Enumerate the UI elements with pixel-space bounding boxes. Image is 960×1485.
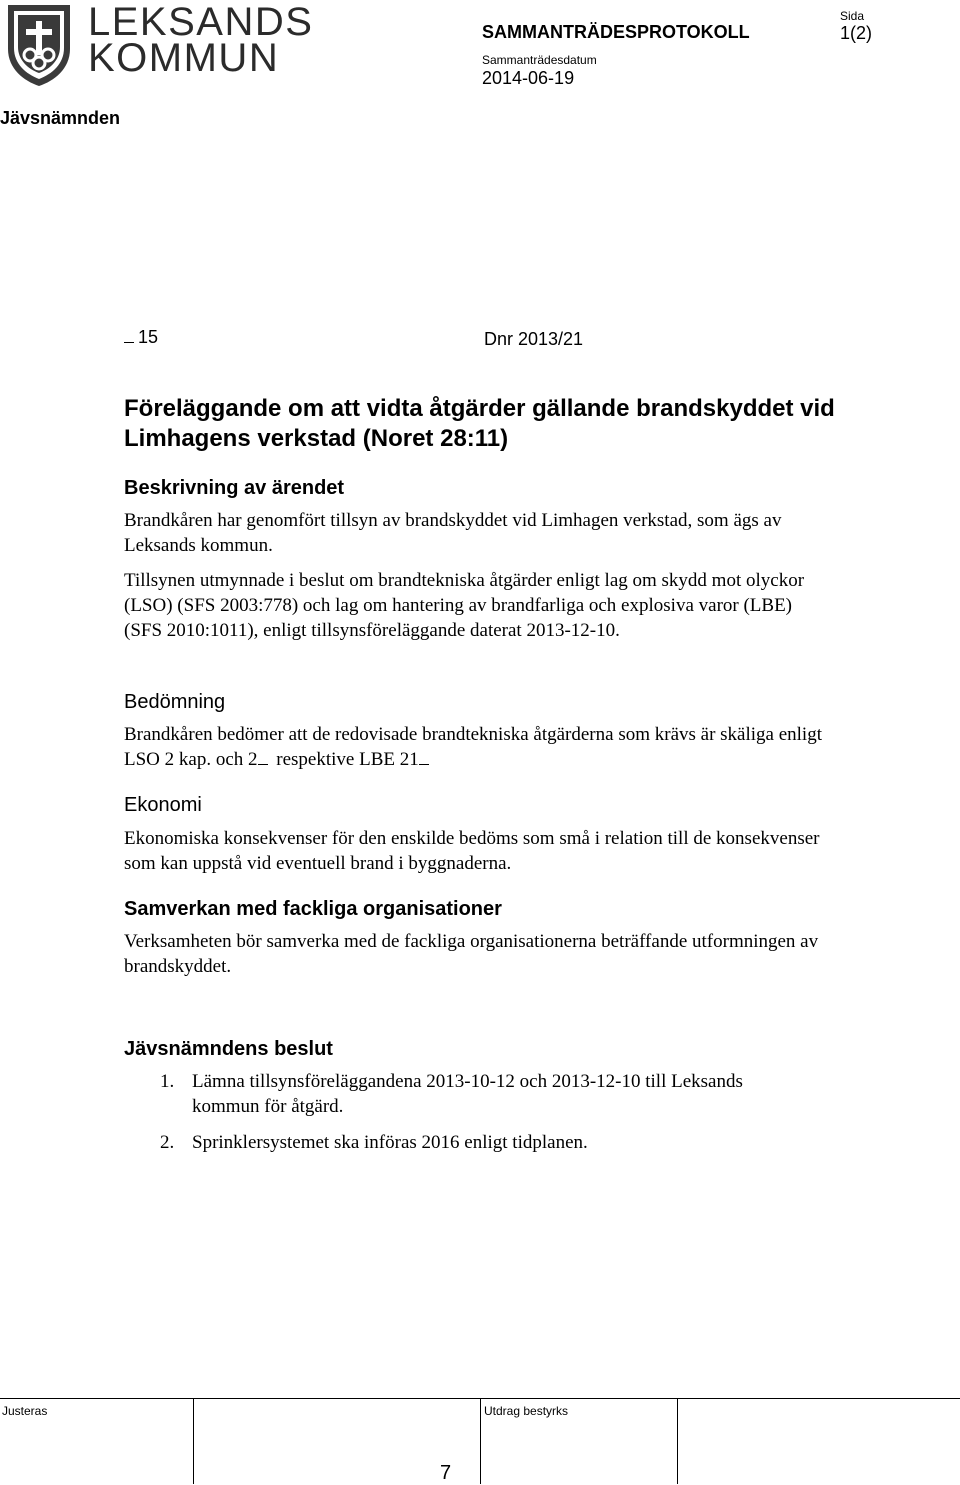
decision-text: Sprinklersystemet ska införas 2016 enligt tidplanen.: [192, 1132, 588, 1153]
leksand-coat-of-arms-icon: [6, 3, 72, 87]
section-sign-mark: [419, 752, 429, 765]
assessment-heading: Bedömning: [124, 691, 226, 713]
meeting-date-label: Sammanträdesdatum: [482, 53, 597, 67]
decision-text: Lämna tillsynsföreläggandena 2013-10-12 och 2013-12-10 till Leksands kommun för åtgärd.: [192, 1071, 743, 1117]
section-sign-mark: [258, 752, 268, 765]
assessment-paragraph: [124, 722, 824, 772]
brand-name-line1: LEKSANDS: [88, 0, 314, 44]
case-dnr: Dnr 2013/21: [484, 329, 584, 349]
section-number: [124, 327, 158, 348]
case-title: Föreläggande om att vidta åtgärder gällande brandskyddet vid Limhagens verkstad (Noret 28:11): [124, 395, 835, 452]
decision-number: 2.: [160, 1132, 175, 1153]
cooperation-paragraph: Verksamheten bör samverka med de fackliga organisationerna beträffande utformningen av brandskyddet.: [124, 931, 819, 977]
brand-name-line2: KOMMUN: [88, 36, 280, 80]
cooperation-heading: Samverkan med fackliga organisationer: [124, 898, 502, 920]
footer-column-divider: [193, 1398, 194, 1484]
footer-utdrag-label: Utdrag bestyrks: [484, 1404, 569, 1418]
description-paragraph-1: Brandkåren har genomfört tillsyn av brandskyddet vid Limhagen verkstad, som ägs av Leksands kommun.: [124, 510, 782, 556]
page-label: Sida: [840, 9, 865, 23]
committee-name: Jävsnämnden: [0, 108, 121, 128]
decision-heading: Jävsnämndens beslut: [124, 1038, 333, 1060]
footer-page-number: 7: [440, 1462, 452, 1484]
section-sign-mark: [124, 330, 134, 343]
footer-justeras-label: Justeras: [2, 1404, 48, 1418]
assessment-text-a: Brandkåren bedömer att de redovisade brandtekniska åtgärderna som krävs är skäliga enligt LSO 2 kap. och 2: [124, 724, 822, 770]
description-paragraph-2: Tillsynen utmynnade i beslut om brandtekniska åtgärder enligt lag om skydd mot olyckor (LSO) (SFS 2003:778) och lag om hantering av brandfarliga och explosiva varor (LBE) (SFS 2010:1011), enligt tillsynsföreläggande daterat 2013-12-10.: [124, 570, 805, 641]
decision-number: 1.: [160, 1071, 175, 1092]
economy-paragraph: Ekonomiska konsekvenser för den enskilde bedöms som små i relation till de konsekvenser som kan uppstå vid eventuell brand i byggnaderna.: [124, 828, 820, 874]
assessment-text-b: respektive LBE 21: [271, 749, 419, 770]
footer-column-divider: [480, 1398, 481, 1484]
decision-item: [160, 1069, 800, 1119]
document-type: SAMMANTRÄDESPROTOKOLL: [482, 22, 750, 42]
page-number: 1(2): [840, 23, 873, 43]
section-number-text: 15: [138, 327, 159, 347]
meeting-date: 2014-06-19: [482, 68, 575, 88]
decision-item: [160, 1130, 800, 1155]
economy-heading: Ekonomi: [124, 794, 202, 816]
footer-column-divider: [677, 1398, 678, 1484]
description-heading: Beskrivning av ärendet: [124, 477, 345, 499]
